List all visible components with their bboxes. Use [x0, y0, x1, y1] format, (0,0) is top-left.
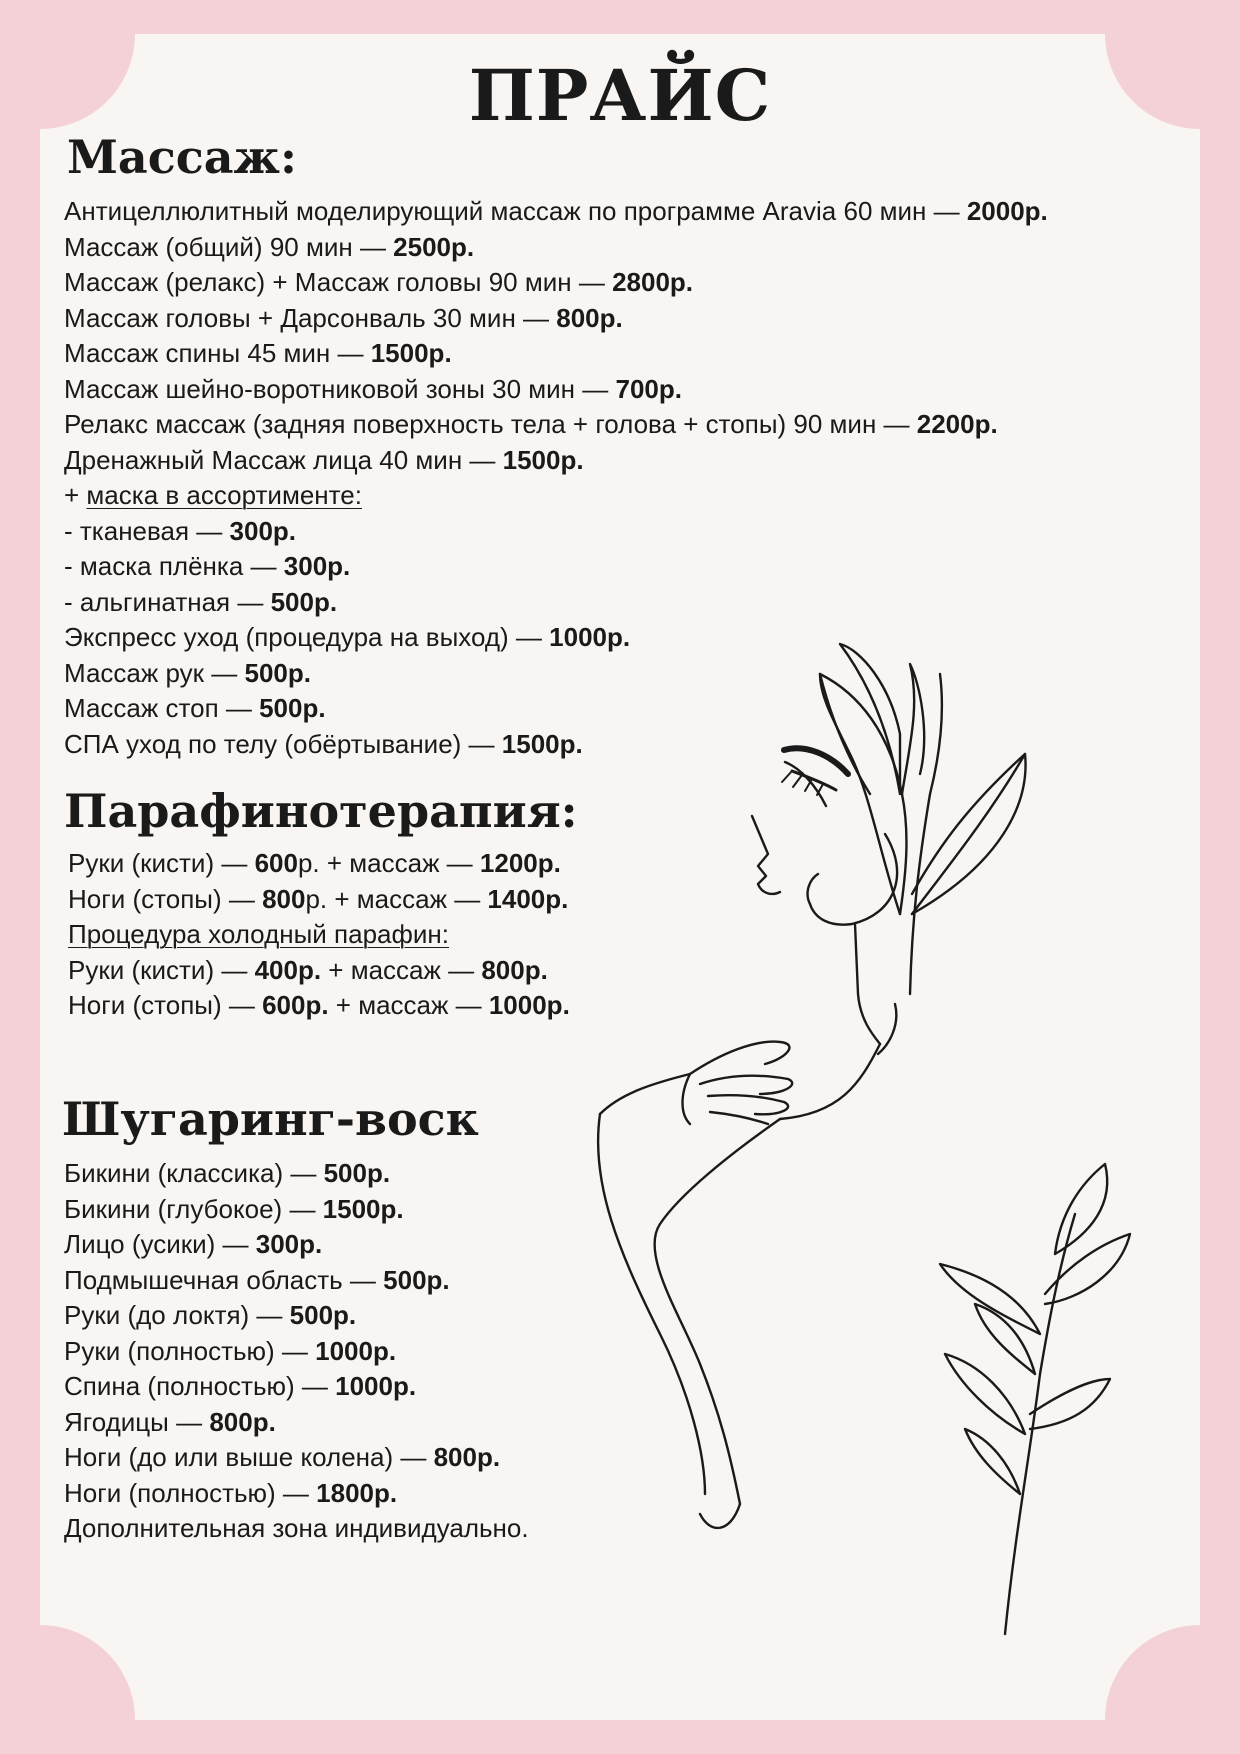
- list-item: Спина (полностью) — 1000р.: [64, 1371, 417, 1401]
- list-item: Массаж головы + Дарсонваль 30 мин — 800р.: [64, 302, 623, 333]
- cold-paraffin-subheading: Процедура холодный парафин:: [68, 919, 449, 949]
- list-item: - маска плёнка — 300р.: [64, 551, 351, 581]
- list-item: Ноги (до или выше колена) — 800р.: [64, 1442, 501, 1472]
- list-item: СПА уход по телу (обёртывание) — 1500р.: [64, 728, 583, 759]
- massage-price-list: [64, 194, 1048, 762]
- page-title: ПРАЙС: [468, 54, 772, 137]
- list-item: Бикини (классика) — 500р.: [64, 1158, 391, 1188]
- sugaring-heading: Шугаринг-воск: [62, 1092, 479, 1146]
- list-item: Руки (до локтя) — 500р.: [64, 1300, 357, 1330]
- paraffin-heading: Парафинотерапия:: [64, 784, 578, 838]
- list-item: Руки (кисти) — 600р. + массаж — 1200р.: [68, 848, 561, 878]
- list-item: Ягодицы — 800р.: [64, 1406, 276, 1437]
- list-item: - тканевая — 300р.: [64, 515, 297, 546]
- list-item: Лицо (усики) — 300р.: [64, 1229, 323, 1259]
- list-item: Руки (кисти) — 400р. + массаж — 800р.: [68, 954, 548, 985]
- list-item: Массаж рук — 500р.: [64, 657, 311, 688]
- list-item: Дренажный Массаж лица 40 мин — 1500р.: [64, 444, 584, 475]
- list-item: Массаж стоп — 500р.: [64, 693, 326, 723]
- list-item: Экспресс уход (процедура на выход) — 1000р.: [64, 622, 631, 652]
- list-item: Подмышечная область — 500р.: [64, 1264, 450, 1295]
- list-item: Ноги (стопы) — 600р. + массаж — 1000р.: [68, 990, 570, 1020]
- list-item: Релакс массаж (задняя поверхность тела + голова + стопы) 90 мин — 2200р.: [64, 409, 998, 439]
- list-item: Массаж (общий) 90 мин — 2500р.: [64, 231, 475, 262]
- list-item: Массаж спины 45 мин — 1500р.: [64, 338, 452, 368]
- list-item: Руки (полностью) — 1000р.: [64, 1335, 397, 1366]
- list-item: Ноги (стопы) — 800р. + массаж — 1400р.: [68, 883, 569, 914]
- list-item: Ноги (полностью) — 1800р.: [64, 1477, 398, 1508]
- price-card: [40, 34, 1200, 1720]
- list-item: Массаж (релакс) + Массаж головы 90 мин — 2800р.: [64, 267, 694, 297]
- list-item: Массаж шейно-воротниковой зоны 30 мин — 700р.: [64, 373, 682, 404]
- list-item: Антицеллюлитный моделирующий массаж по программе Aravia 60 мин — 2000р.: [64, 196, 1048, 226]
- list-item: Бикини (глубокое) — 1500р.: [64, 1193, 404, 1224]
- sugaring-note: Дополнительная зона индивидуально.: [64, 1513, 529, 1543]
- list-item: - альгинатная — 500р.: [64, 586, 338, 617]
- sugaring-price-list: [64, 1156, 529, 1547]
- massage-heading: Массаж:: [67, 130, 297, 184]
- mask-subheading: + маска в ассортименте:: [64, 480, 362, 510]
- paraffin-price-list: [68, 846, 570, 1024]
